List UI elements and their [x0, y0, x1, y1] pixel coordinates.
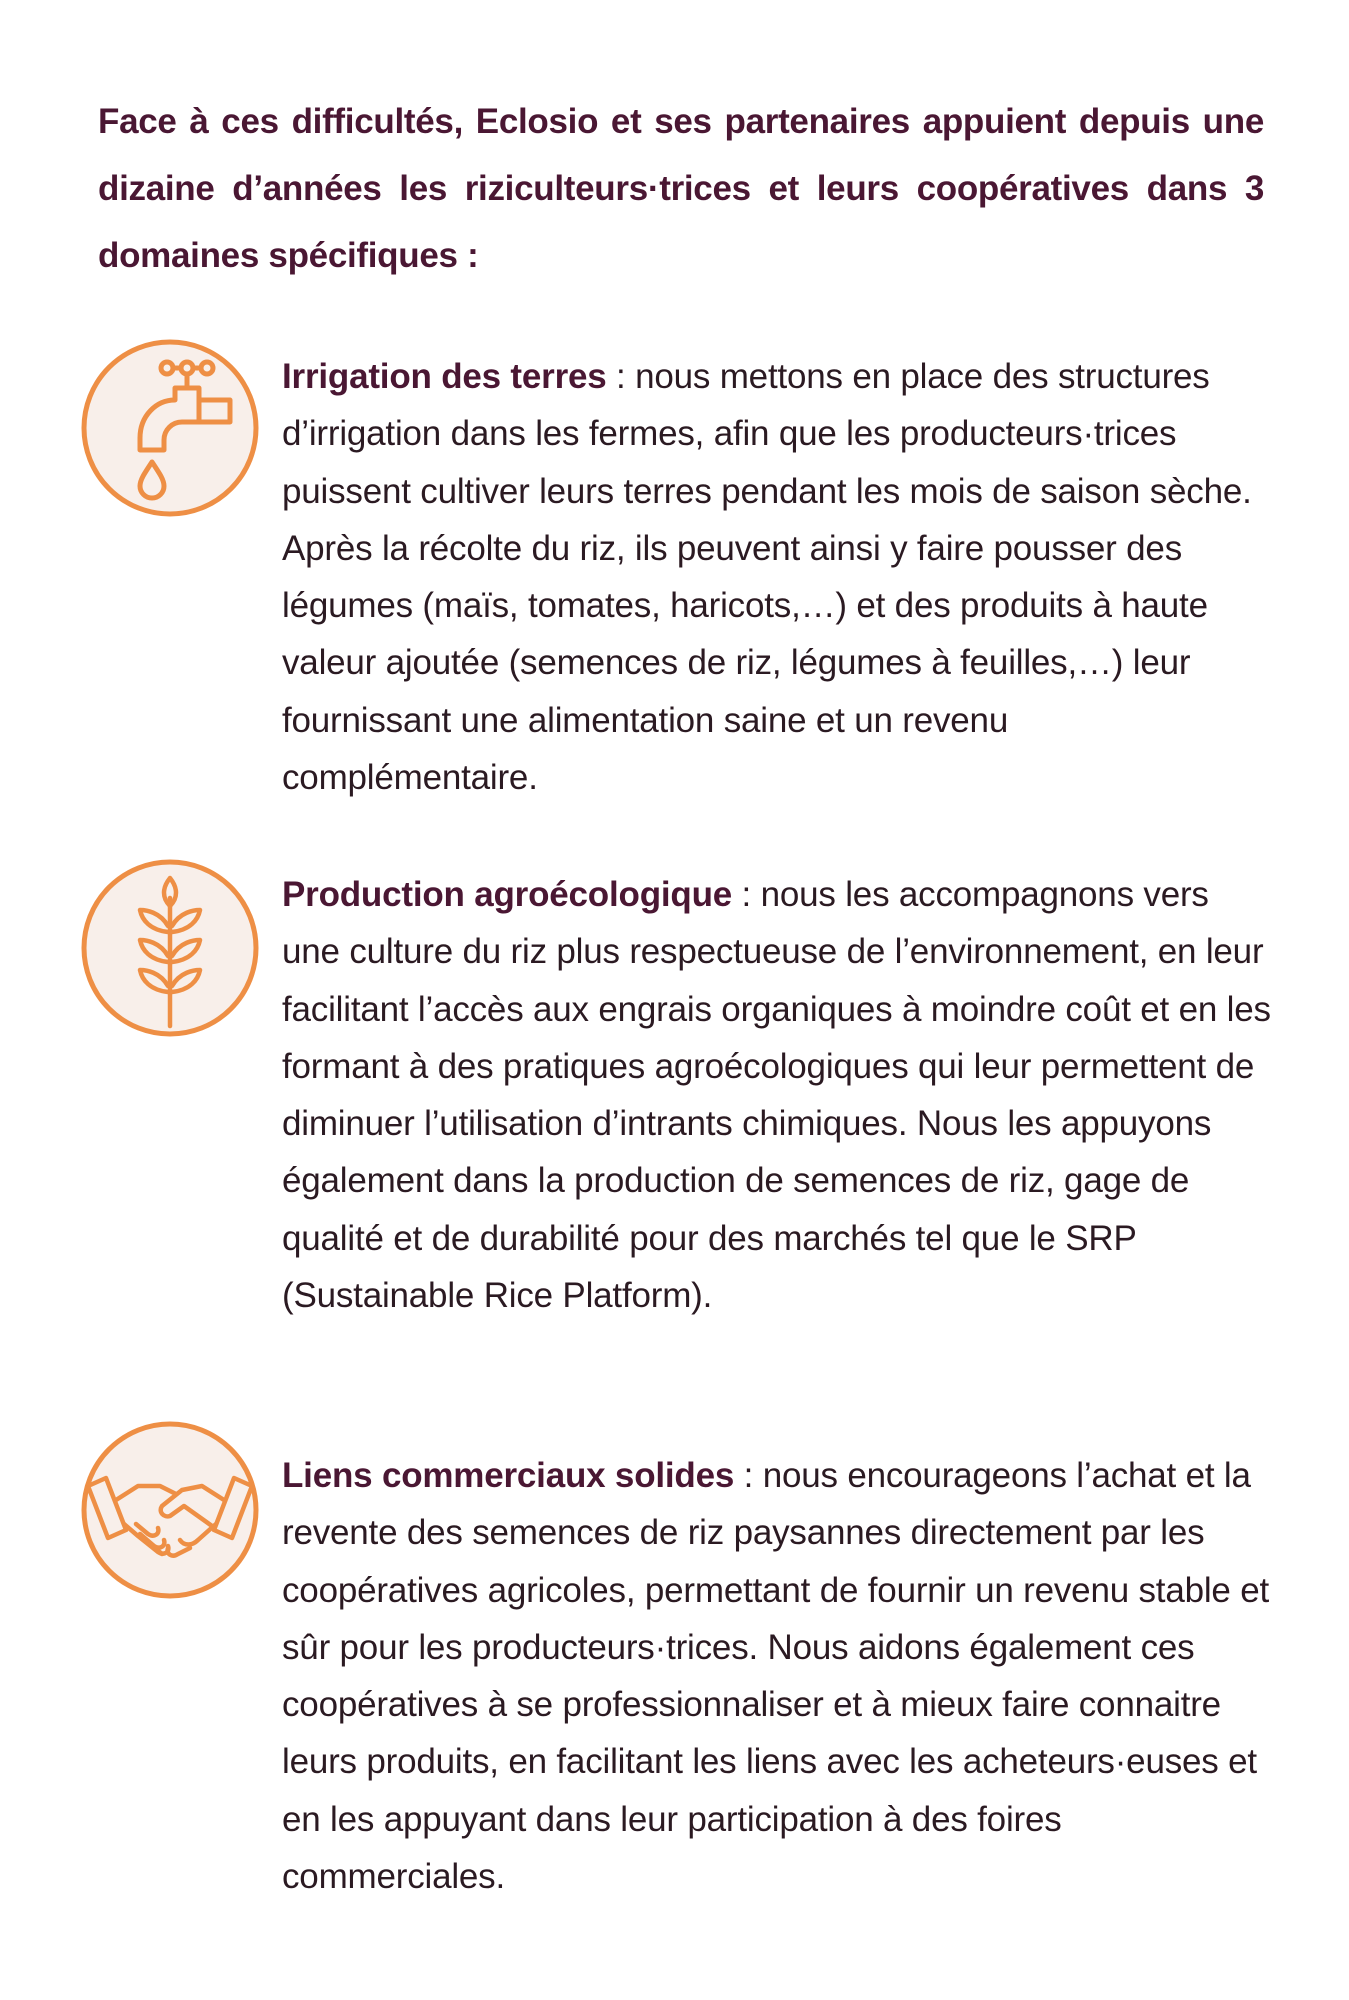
water-tap-icon: [80, 338, 260, 518]
section-irrigation-text: [282, 348, 1272, 806]
intro-paragraph: Face à ces difficultés, Eclosio et ses partenaires appuient depuis une dizaine d’années les riziculteurs·trices et leurs coopératives dans 3 domaines spécifiques :: [98, 102, 1264, 275]
section-body: : nous mettons en place des structures d’irrigation dans les fermes, afin que les producteurs·trices puissent cultiver leurs terres pendant les mois de saison sèche. Après la récolte du riz, ils peuvent ainsi y faire pousser des légumes (maïs, tomates, haricots,…) et des produits à haute valeur ajoutée (semences de riz, légumes à feuilles,…) leur fournissant une alimentation saine et un revenu complémentaire.: [282, 357, 1252, 798]
section-body: : nous encourageons l’achat et la revente des semences de riz paysannes directement par les coopératives agricoles, permettant de fournir un revenu stable et sûr pour les producteurs·trices. Nous aidons également ces coopératives à se professionnaliser et à mieux faire connaitre leurs produits, en facilitant les liens avec les acheteurs·euses et en les appuyant dans leur participation à des foires commerciales.: [282, 1456, 1270, 1897]
section-agroecology-text: [282, 866, 1272, 1324]
section-title: Production agroécologique: [282, 875, 733, 914]
wheat-plant-icon: [80, 858, 260, 1038]
handshake-icon: [80, 1420, 260, 1600]
section-body: : nous les accompagnons vers une culture du riz plus respectueuse de l’environnement, en leur facilitant l’accès aux engrais organiques à moindre coût et en les formant à des pratiques agroécologiques qui leur permettent de diminuer l’utilisation d’intrants chimiques. Nous les appuyons également dans la production de semences de riz, gage de qualité et de durabilité pour des marchés tel que le SRP (Sustainable Rice Platform).: [282, 875, 1271, 1316]
section-title: Liens commerciaux solides: [282, 1456, 735, 1495]
section-title: Irrigation des terres: [282, 357, 607, 396]
section-commercial-text: [282, 1447, 1272, 1905]
